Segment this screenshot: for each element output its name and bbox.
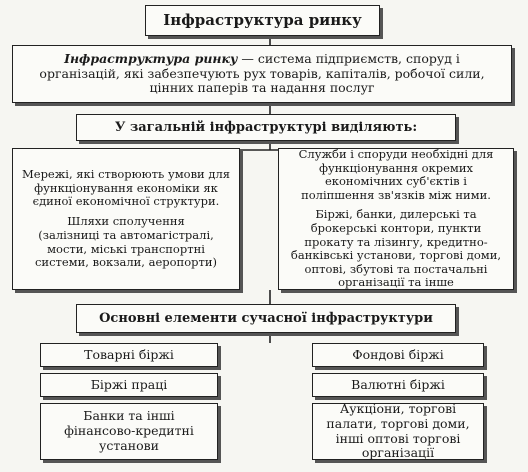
element-label: Біржі праці xyxy=(90,376,168,392)
element-box-left-2 xyxy=(40,373,218,397)
right-panel xyxy=(278,148,514,290)
element-box-right-1 xyxy=(312,343,484,367)
elements-heading-box xyxy=(76,304,456,333)
element-label: Валютні біржі xyxy=(351,376,445,392)
definition-body: — система підприємств, споруд і організацій, які забезпечують рух товарів, капіталів, робочої сили, цінних паперів та надання послуг xyxy=(39,50,485,96)
title-box xyxy=(145,5,380,36)
left-panel-heading: Шляхи сполучення xyxy=(67,213,185,228)
definition-term: Інфраструктура ринку xyxy=(64,50,238,66)
definition-text xyxy=(27,52,497,96)
left-panel-examples: (залізниці та автомагістралі, мости, міські транспортні системи, вокзали, аеропорти) xyxy=(34,228,218,270)
element-label: Фондові біржі xyxy=(352,346,444,362)
element-label: Аукціони, торгові палати, торгові доми, інші оптові торгові організації xyxy=(326,401,470,461)
element-box-right-2 xyxy=(312,373,484,397)
element-box-left-3 xyxy=(40,403,218,460)
element-box-left-1 xyxy=(40,343,218,367)
left-panel-intro: Мережі, які створюють умови для функціонування економіки як єдиної економічної структури. xyxy=(21,167,231,209)
right-panel-examples: Біржі, банки, дилерські та брокерські контори, пункти прокату та лізингу, кредитно-банківські установи, торгові доми, оптові, збутові та постачальні організації та інше xyxy=(290,207,502,290)
title-text: Інфраструктура ринку xyxy=(163,10,362,29)
general-heading-box xyxy=(76,114,456,141)
definition-box xyxy=(12,45,512,103)
general-heading-text: У загальній інфраструктурі виділяють: xyxy=(114,119,418,135)
left-panel xyxy=(12,148,240,290)
element-box-right-3 xyxy=(312,403,484,460)
element-label: Банки та інші фінансово-кредитні установи xyxy=(64,408,194,453)
right-panel-intro: Служби і споруди необхідні для функціонування окремих економічних суб'єктів і поліпшення зв'язків між ними. xyxy=(298,147,494,202)
elements-heading-text: Основні елементи сучасної інфраструктури xyxy=(99,310,433,326)
element-label: Товарні біржі xyxy=(84,346,174,362)
